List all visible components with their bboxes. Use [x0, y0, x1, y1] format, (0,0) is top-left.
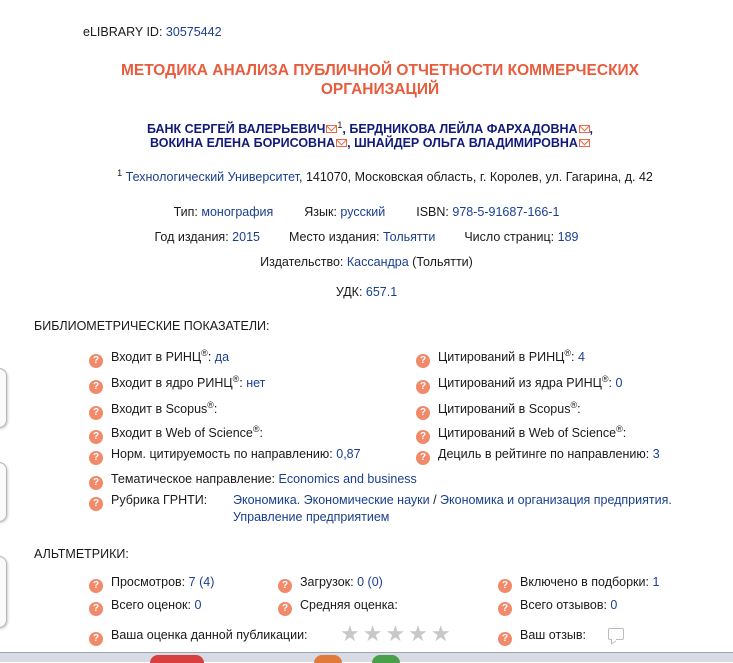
core-label: Входит в ядро РИНЦ: [111, 376, 233, 391]
help-icon[interactable]: ?: [498, 602, 512, 616]
reg-mark: ®: [564, 348, 571, 358]
place-label: Место издания:: [288, 230, 380, 244]
help-icon[interactable]: ?: [498, 579, 512, 593]
reg-mark: ®: [616, 424, 623, 434]
colon: :: [207, 350, 212, 365]
meta-row-type: [0, 205, 733, 219]
colon: :: [570, 350, 575, 365]
colon: :: [622, 426, 627, 441]
help-icon[interactable]: ?: [89, 430, 103, 444]
isbn-label: ISBN:: [416, 205, 449, 219]
core-value[interactable]: нет: [246, 376, 266, 391]
type-value[interactable]: монография: [201, 205, 274, 219]
help-icon[interactable]: ?: [89, 497, 103, 511]
publisher-link[interactable]: Кассандра: [346, 255, 409, 269]
help-icon[interactable]: ?: [89, 476, 103, 490]
author-link[interactable]: ШНАЙДЕР ОЛЬГА ВЛАДИМИРОВНА: [354, 136, 578, 150]
lang-value[interactable]: русский: [340, 205, 386, 219]
reviews-value: 0: [610, 598, 618, 612]
help-icon[interactable]: ?: [416, 380, 430, 394]
publication-title: [60, 61, 700, 99]
mail-icon[interactable]: [336, 139, 347, 147]
help-icon[interactable]: ?: [89, 632, 103, 646]
reg-mark: ®: [201, 348, 208, 358]
isbn-value: 978-5-91687-166-1: [452, 205, 560, 219]
reg-mark: ®: [601, 374, 609, 384]
year-value[interactable]: 2015: [232, 230, 260, 244]
taskbar-button-red[interactable]: [150, 655, 204, 663]
author-link[interactable]: ВОКИНА ЕЛЕНА БОРИСОВНА: [150, 136, 336, 150]
alt-your-review: [498, 628, 624, 646]
author-link[interactable]: БАНК СЕРГЕЙ ВАЛЕРЬЕВИЧ: [146, 122, 326, 137]
grnti-label: Рубрика ГРНТИ:: [111, 493, 208, 507]
reviews-label: Всего отзывов:: [520, 598, 607, 612]
rinc-value[interactable]: да: [214, 350, 230, 365]
avg-label: Средняя оценка:: [300, 598, 398, 612]
help-icon[interactable]: ?: [89, 354, 103, 368]
affiliation-sup: 1: [117, 168, 123, 178]
colon: :: [213, 402, 218, 417]
help-icon[interactable]: ?: [416, 451, 430, 465]
help-icon[interactable]: ?: [416, 406, 430, 420]
type-label: Тип:: [173, 205, 198, 219]
grnti-values-line-2: [233, 510, 389, 524]
alt-average: [278, 598, 398, 616]
title-line-2: ОРГАНИЗАЦИЙ: [320, 81, 440, 98]
alt-reviews: [498, 598, 617, 616]
elibrary-id: [83, 25, 222, 39]
help-icon[interactable]: ?: [498, 632, 512, 646]
ratings-value: 0: [194, 598, 202, 612]
colon: :: [259, 426, 264, 441]
rating-stars[interactable]: ★★★★★: [340, 621, 454, 646]
side-tab-3[interactable]: [0, 556, 7, 628]
biblio-rinc: [89, 348, 229, 368]
reg-mark: ®: [570, 400, 578, 410]
meta-row-publisher: [0, 255, 733, 269]
biblio-cit-scopus: [416, 400, 581, 420]
ratings-label: Всего оценок:: [111, 598, 191, 612]
elibrary-id-link[interactable]: 30575442: [165, 25, 222, 39]
biblio-core: [89, 374, 265, 394]
grnti-separator: /: [429, 493, 441, 507]
reg-mark: ®: [232, 374, 240, 384]
norm-value: 0,87: [336, 447, 361, 461]
help-icon[interactable]: ?: [89, 579, 103, 593]
help-icon[interactable]: ?: [89, 380, 103, 394]
grnti-link-2-cont[interactable]: Управление предприятием: [233, 510, 390, 524]
downloads-label: Загрузок:: [300, 575, 354, 589]
biblio-scopus: [89, 400, 217, 420]
meta-row-year: [0, 230, 733, 244]
decile-value: 3: [652, 447, 660, 461]
taskbar-button-orange[interactable]: [314, 655, 342, 663]
year-label: Год издания:: [154, 230, 229, 244]
biblio-cit-core: [416, 374, 622, 394]
decile-label: Дециль в рейтинге по направлению:: [438, 447, 650, 461]
help-icon[interactable]: ?: [278, 602, 292, 616]
alt-views: [89, 575, 214, 593]
authors-line-2: ВОКИНА ЕЛЕНА БОРИСОВНА , ШНАЙДЕР ОЛЬГА ВЛАДИМИРОВНА: [40, 136, 700, 150]
grnti-link-2[interactable]: Экономика и организация предприятия.: [440, 493, 672, 507]
title-line-1: МЕТОДИКА АНАЛИЗА ПУБЛИЧНОЙ ОТЧЕТНОСТИ КОММЕРЧЕСКИХ: [120, 62, 640, 79]
publisher-city: (Тольятти): [408, 255, 473, 269]
colon: :: [239, 376, 243, 391]
side-tab-2[interactable]: [0, 462, 7, 522]
mail-icon[interactable]: [579, 139, 590, 147]
rinc-label: Входит в РИНЦ: [111, 350, 202, 365]
grnti-values: [233, 493, 672, 507]
cit-rinc-value[interactable]: 4: [577, 350, 585, 365]
wos-label: Входит в Web of Science: [111, 426, 253, 441]
downloads-value[interactable]: 0: [357, 575, 365, 589]
alt-collections: [498, 575, 659, 593]
biblio-wos: [89, 424, 263, 444]
your-review-label: Ваш отзыв:: [520, 628, 587, 642]
publisher-label: Издательство:: [260, 255, 344, 269]
taskbar-button-green[interactable]: [372, 655, 400, 663]
topic-label: Тематическое направление:: [111, 472, 276, 486]
norm-label: Норм. цитируемость по направлению:: [111, 447, 333, 461]
udk-label: УДК:: [335, 285, 363, 299]
affiliation-org-link[interactable]: Технологический Университет: [125, 170, 299, 185]
affiliation: [40, 168, 730, 184]
alt-your-rating: [89, 628, 308, 646]
collections-value[interactable]: 1: [652, 575, 660, 589]
colon: :: [608, 376, 612, 391]
affiliation-address: , 141070, Московская область, г. Королев, ул. Гагарина, д. 42: [299, 170, 653, 185]
biblio-decile: [416, 447, 660, 465]
cit-core-label: Цитирований из ядра РИНЦ: [438, 376, 602, 391]
cit-core-value: 0: [615, 376, 623, 391]
biblio-cit-rinc: [416, 348, 585, 368]
authors-line-1: БАНК СЕРГЕЙ ВАЛЕРЬЕВИЧ $^1$, БЕРДНИКОВА ЛЕЙЛА ФАРХАДОВНА ,: [146, 120, 594, 137]
help-icon[interactable]: ?: [416, 354, 430, 368]
your-rating-label: Ваша оценка данной публикации:: [111, 628, 308, 642]
side-tab-1[interactable]: [0, 368, 7, 428]
colon: :: [577, 402, 581, 417]
place-value[interactable]: Тольятти: [383, 230, 436, 244]
mail-icon[interactable]: [326, 125, 337, 133]
help-icon[interactable]: ?: [89, 602, 103, 616]
collections-label: Включено в подборки:: [520, 575, 649, 589]
pages-label: Число страниц:: [464, 230, 555, 244]
views-value[interactable]: 7: [188, 575, 196, 589]
author-affiliation-sup: 1: [337, 120, 343, 130]
reg-mark: ®: [252, 424, 260, 434]
pages-value: 189: [557, 230, 579, 244]
grnti-link-1[interactable]: Экономика. Экономические науки: [233, 493, 430, 507]
scopus-label: Входит в Scopus: [111, 402, 208, 417]
cit-scopus-label: Цитирований в Scopus: [438, 402, 571, 417]
biblio-heading: БИБЛИОМЕТРИЧЕСКИЕ ПОКАЗАТЕЛИ:: [34, 319, 270, 333]
topic-value[interactable]: Economics and business: [278, 472, 417, 486]
help-icon[interactable]: ?: [278, 579, 292, 593]
meta-row-udk: [0, 285, 733, 299]
biblio-topic: [89, 472, 417, 490]
elibrary-id-label: eLIBRARY ID:: [83, 25, 163, 39]
help-icon[interactable]: ?: [89, 406, 103, 420]
comment-icon[interactable]: [608, 628, 624, 640]
reg-mark: ®: [207, 400, 214, 410]
views-extra[interactable]: (4): [199, 575, 215, 589]
lang-label: Язык:: [304, 205, 337, 219]
author-link[interactable]: БЕРДНИКОВА ЛЕЙЛА ФАРХАДОВНА: [349, 122, 578, 137]
udk-value: 657.1: [365, 285, 398, 299]
cit-wos-label: Цитирований в Web of Science: [438, 426, 617, 441]
alt-ratings: [89, 598, 201, 616]
downloads-extra[interactable]: (0): [367, 575, 383, 589]
help-icon[interactable]: ?: [89, 451, 103, 465]
biblio-norm: [89, 447, 361, 465]
views-label: Просмотров:: [111, 575, 186, 589]
biblio-cit-wos: [416, 424, 626, 444]
cit-rinc-label: Цитирований в РИНЦ: [438, 350, 565, 365]
alt-heading: АЛЬТМЕТРИКИ:: [34, 547, 129, 561]
help-icon[interactable]: ?: [416, 430, 430, 444]
mail-icon[interactable]: [579, 125, 590, 133]
alt-downloads: [278, 575, 383, 593]
biblio-grnti: [89, 493, 207, 511]
